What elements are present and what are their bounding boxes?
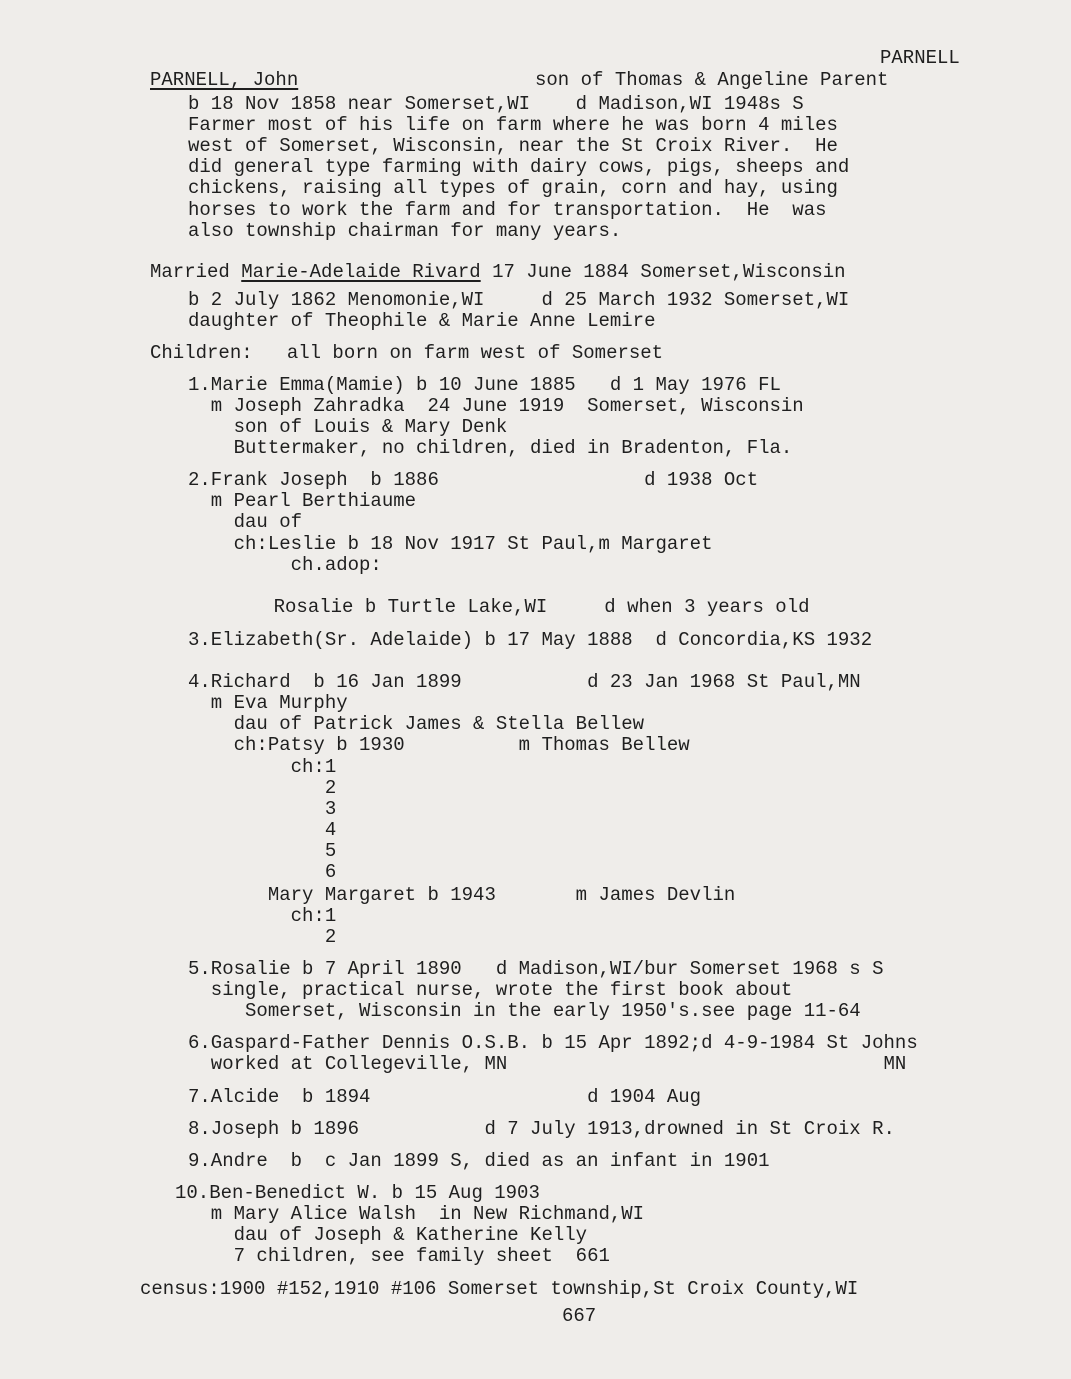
child-line: 4 <box>188 819 337 841</box>
child-line: 5.Rosalie b 7 April 1890 d Madison,WI/bur Somerset 1968 s S <box>188 958 884 980</box>
child-line: Buttermaker, no children, died in Bradenton, Fla. <box>188 437 793 459</box>
child-line: m Pearl Berthiaume <box>188 490 417 512</box>
child-line: 6 <box>188 861 337 883</box>
child-line: Rosalie b Turtle Lake,WI d when 3 years old <box>228 596 810 618</box>
child-line: 8.Joseph b 1896 d 7 July 1913,drowned in St Croix R. <box>188 1118 895 1140</box>
child-line: m Eva Murphy <box>188 692 348 714</box>
spouse-line: daughter of Theophile & Marie Anne Lemire <box>188 310 656 332</box>
bio-line: b 18 Nov 1858 near Somerset,WI d Madison,WI 1948s S <box>188 93 804 115</box>
child-line: 2.Frank Joseph b 1886 d 1938 Oct <box>188 469 759 491</box>
spouse-line: b 2 July 1862 Menomonie,WI d 25 March 1932 Somerset,WI <box>188 289 850 311</box>
header-surname: PARNELL <box>880 47 960 69</box>
child-line: 5 <box>188 840 337 862</box>
child-line: dau of Patrick James & Stella Bellew <box>188 713 645 735</box>
child-line: dau of Joseph & Katherine Kelly <box>188 1224 588 1246</box>
bio-line: Farmer most of his life on farm where he was born 4 miles <box>188 114 838 136</box>
child-line: Mary Margaret b 1943 m James Devlin <box>188 884 736 906</box>
child-line: 4.Richard b 16 Jan 1899 d 23 Jan 1968 St Paul,MN <box>188 671 861 693</box>
child-line: 7 children, see family sheet 661 <box>188 1245 610 1267</box>
child-line: 9.Andre b c Jan 1899 S, died as an infant in 1901 <box>188 1150 770 1172</box>
bio-line: west of Somerset, Wisconsin, near the St Croix River. He <box>188 135 838 157</box>
child-line: ch.adop: <box>188 554 382 576</box>
marriage-line <box>150 262 846 283</box>
children-header: Children: all born on farm west of Somerset <box>150 342 664 364</box>
child-line: 2 <box>188 926 337 948</box>
child-line: worked at Collegeville, MN MN <box>188 1053 907 1075</box>
child-line: ch:Patsy b 1930 m Thomas Bellew <box>188 734 690 756</box>
child-line: son of Louis & Mary Denk <box>188 416 508 438</box>
marriage-prefix: Married <box>150 261 230 283</box>
child-line: 10.Ben-Benedict W. b 15 Aug 1903 <box>175 1182 540 1204</box>
child-line: dau of <box>188 511 303 533</box>
child-line: 3.Elizabeth(Sr. Adelaide) b 17 May 1888 d Concordia,KS 1932 <box>188 629 873 651</box>
child-line: ch:1 <box>188 905 337 927</box>
child-line: 3 <box>188 798 337 820</box>
bio-line: did general type farming with dairy cows, pigs, sheeps and <box>188 156 850 178</box>
page-number: 667 <box>562 1305 597 1327</box>
bio-line: also township chairman for many years. <box>188 220 622 242</box>
child-line: m Mary Alice Walsh in New Richmand,WI <box>188 1203 645 1225</box>
child-line: Somerset, Wisconsin in the early 1950's.see page 11-64 <box>188 1000 861 1022</box>
child-line: 6.Gaspard-Father Dennis O.S.B. b 15 Apr 1892;d 4-9-1984 St Johns <box>188 1032 918 1054</box>
subject-name: PARNELL, John <box>150 69 299 91</box>
bio-line: horses to work the farm and for transportation. He was <box>188 199 827 221</box>
child-line: 7.Alcide b 1894 d 1904 Aug <box>188 1086 702 1108</box>
child-line: ch:Leslie b 18 Nov 1917 St Paul,m Margaret <box>188 533 713 555</box>
child-line: m Joseph Zahradka 24 June 1919 Somerset, Wisconsin <box>188 395 804 417</box>
child-line: 2 <box>188 777 337 799</box>
spouse-name: Marie-Adelaide Rivard <box>241 261 481 283</box>
child-line: single, practical nurse, wrote the first book about <box>188 979 793 1001</box>
marriage-details: 17 June 1884 Somerset,Wisconsin <box>492 261 846 283</box>
child-line: ch:1 <box>188 756 337 778</box>
subject-parents: son of Thomas & Angeline Parent <box>535 69 889 91</box>
bio-line: chickens, raising all types of grain, corn and hay, using <box>188 177 838 199</box>
child-line: 1.Marie Emma(Mamie) b 10 June 1885 d 1 May 1976 FL <box>188 374 781 396</box>
census-line: census:1900 #152,1910 #106 Somerset township,St Croix County,WI <box>140 1278 859 1300</box>
